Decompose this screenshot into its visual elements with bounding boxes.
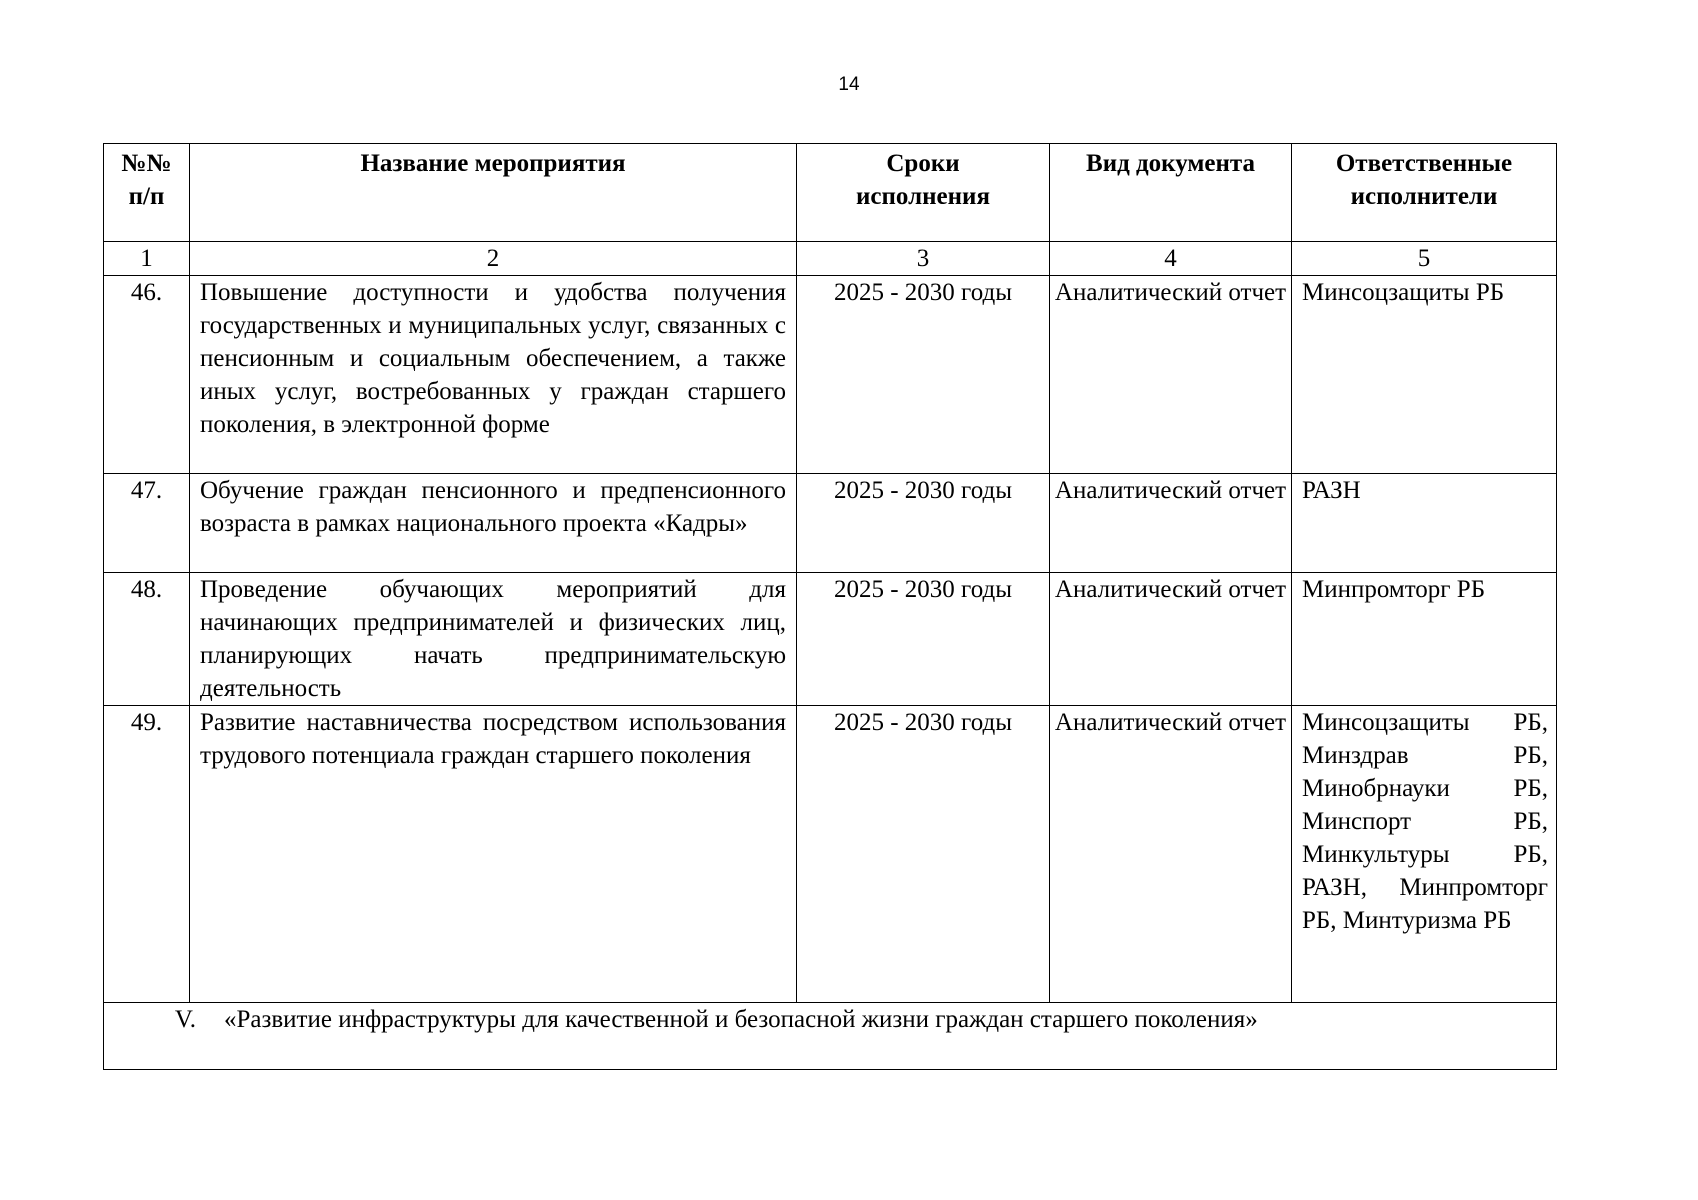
row-number: 47. [104, 474, 190, 573]
responsible: РАЗН [1292, 474, 1557, 573]
table-row [104, 276, 1557, 474]
column-number: 3 [797, 242, 1050, 276]
responsible: Минсоцзащиты РБ [1292, 276, 1557, 474]
deadline: 2025 - 2030 годы [797, 573, 1050, 706]
row-number: 49. [104, 706, 190, 1003]
column-number: 2 [190, 242, 797, 276]
column-number: 5 [1292, 242, 1557, 276]
document-type: Аналитический отчет [1050, 474, 1292, 573]
page-number: 14 [838, 74, 860, 95]
table-row [104, 706, 1557, 1003]
row-number: 46. [104, 276, 190, 474]
section-number: V. [174, 1006, 196, 1033]
header-responsible: Ответственные исполнители [1292, 144, 1557, 242]
header-activity-name: Название мероприятия [190, 144, 797, 242]
activity-name: Развитие наставничества посредством использования трудового потенциала граждан старшего поколения [190, 706, 797, 1003]
document-type: Аналитический отчет [1050, 276, 1292, 474]
responsible: Минсоцзащиты РБ, Минздрав РБ, Минобрнауки РБ, Минспорт РБ, Минкультуры РБ, РАЗН, Минпромторг РБ, Минтуризма РБ [1292, 706, 1557, 1003]
section-title: «Развитие инфраструктуры для качественной и безопасной жизни граждан старшего поколения» [224, 1006, 1258, 1033]
document-type: Аналитический отчет [1050, 573, 1292, 706]
table-row [104, 474, 1557, 573]
header-document-type: Вид документа [1050, 144, 1292, 242]
section-heading [104, 1003, 1557, 1070]
row-number: 48. [104, 573, 190, 706]
section-row [104, 1003, 1557, 1070]
table-header-row [104, 144, 1557, 242]
header-deadline: Сроки исполнения [797, 144, 1050, 242]
column-number: 4 [1050, 242, 1292, 276]
deadline: 2025 - 2030 годы [797, 276, 1050, 474]
header-number: №№ п/п [104, 144, 190, 242]
table-row [104, 573, 1557, 706]
deadline: 2025 - 2030 годы [797, 474, 1050, 573]
activity-name: Повышение доступности и удобства получения государственных и муниципальных услуг, связанных с пенсионным и социальным обеспечением, а также иных услуг, востребованных у граждан старшего поколения, в электронной форме [190, 276, 797, 474]
document-type: Аналитический отчет [1050, 706, 1292, 1003]
column-number-row [104, 242, 1557, 276]
activity-name: Обучение граждан пенсионного и предпенсионного возраста в рамках национального проекта «Кадры» [190, 474, 797, 573]
activity-name: Проведение обучающих мероприятий для начинающих предпринимателей и физических лиц, планирующих начать предпринимательскую деятельность [190, 573, 797, 706]
column-number: 1 [104, 242, 190, 276]
responsible: Минпромторг РБ [1292, 573, 1557, 706]
deadline: 2025 - 2030 годы [797, 706, 1050, 1003]
activities-table [103, 143, 1557, 1070]
